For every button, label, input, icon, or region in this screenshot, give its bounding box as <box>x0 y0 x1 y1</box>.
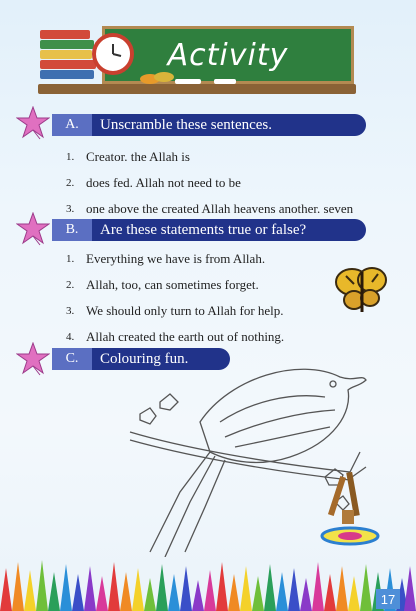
list-item: 4. Allah created the earth out of nothing. <box>66 329 285 344</box>
section-a-header <box>52 114 366 136</box>
list-item: 2. does fed. Allah not need to be <box>66 175 241 190</box>
section-letter: A. <box>52 114 92 136</box>
star-icon <box>16 342 50 376</box>
leaf-icon <box>154 72 174 82</box>
clock-icon <box>92 33 134 75</box>
section-title: Are these statements true or false? <box>100 221 307 238</box>
paintbrush-icon <box>320 470 382 546</box>
list-item: 3. one above the created Allah heavens another. seven <box>66 201 354 216</box>
section-title: Colouring fun. <box>100 350 189 367</box>
page-number: 17 <box>376 589 400 609</box>
section-letter: B. <box>52 219 92 241</box>
true-false-list <box>66 246 284 350</box>
books-illustration <box>40 30 100 86</box>
colored-pencils-border <box>0 556 416 611</box>
list-item: 2. Allah, too, can sometimes forget. <box>66 277 259 292</box>
section-title: Unscramble these sentences. <box>100 116 273 133</box>
star-icon <box>16 106 50 140</box>
chalk-ledge <box>38 84 356 94</box>
list-item: 1. Everything we have is from Allah. <box>66 251 266 266</box>
list-item: 3. We should only turn to Allah for help. <box>66 303 284 318</box>
butterfly-icon <box>332 262 392 318</box>
section-letter: C. <box>52 348 92 370</box>
chalkboard <box>102 26 354 84</box>
chalk-piece <box>175 79 201 84</box>
star-icon <box>16 212 50 246</box>
list-item: 1. Creator. the Allah is <box>66 149 190 164</box>
section-b-header <box>52 219 366 241</box>
page-title: Activity <box>167 37 289 73</box>
chalk-piece <box>214 79 236 84</box>
unscramble-list <box>66 144 353 222</box>
